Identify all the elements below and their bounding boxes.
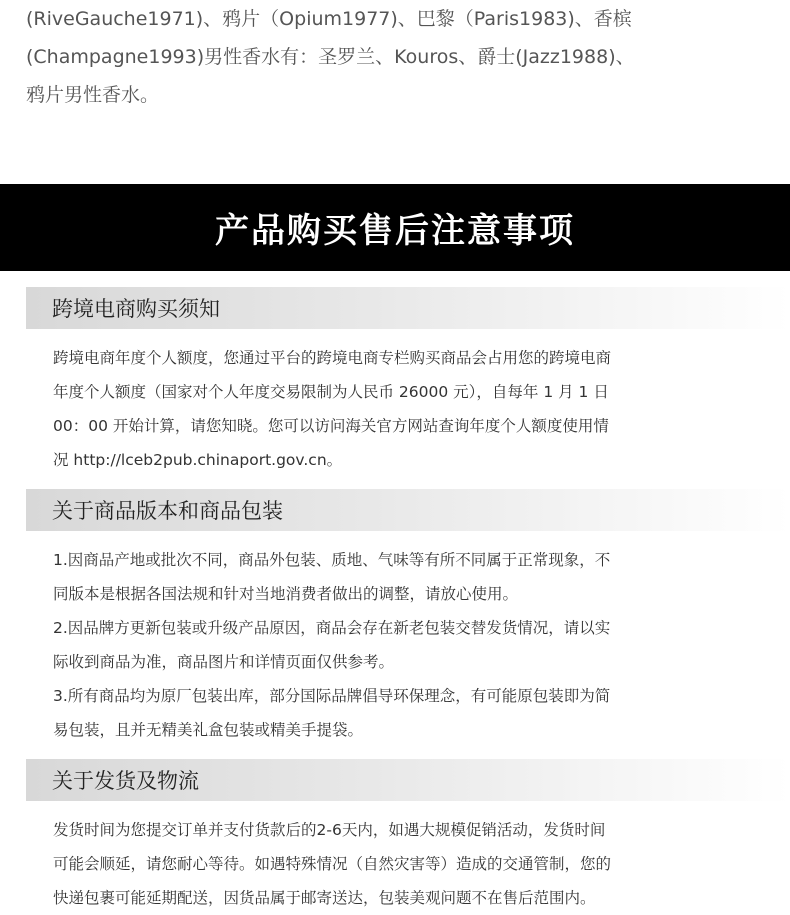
section-title: 跨境电商购买须知 xyxy=(52,297,220,321)
section-header-packaging xyxy=(26,489,790,531)
intro-line: (RiveGauche1971)、鸦片（Opium1977)、巴黎（Paris1983)、香槟 xyxy=(26,8,632,30)
body-line: 发货时间为您提交订单并支付货款后的2-6天内，如遇大规模促销活动，发货时间 xyxy=(53,821,606,839)
body-line: 易包装，且并无精美礼盒包装或精美手提袋。 xyxy=(53,721,364,739)
section-header-cross-border xyxy=(26,287,790,329)
body-line: 00：00 开始计算，请您知晓。您可以访问海关官方网站查询年度个人额度使用情 xyxy=(53,417,609,435)
section-body-packaging xyxy=(53,543,753,747)
notice-banner xyxy=(0,184,790,271)
body-line: 可能会顺延，请您耐心等待。如遇特殊情况（自然灾害等）造成的交通管制，您的 xyxy=(53,855,612,873)
body-line: 1.因商品产地或批次不同，商品外包装、质地、气味等有所不同属于正常现象，不 xyxy=(53,551,611,569)
intro-line: 鸦片男性香水。 xyxy=(26,84,160,106)
banner-title: 产品购买售后注意事项 xyxy=(215,211,575,251)
section-title: 关于商品版本和商品包装 xyxy=(52,499,283,523)
body-line: 3.所有商品均为原厂包装出库，部分国际品牌倡导环保理念，有可能原包装即为简 xyxy=(53,687,611,705)
body-line: 跨境电商年度个人额度，您通过平台的跨境电商专栏购买商品会占用您的跨境电商 xyxy=(53,349,612,367)
body-line: 同版本是根据各国法规和针对当地消费者做出的调整，请放心使用。 xyxy=(53,585,519,603)
body-line: 际收到商品为准，商品图片和详情页面仅供参考。 xyxy=(53,653,395,671)
intro-paragraph xyxy=(26,0,786,114)
body-line: 快递包裹可能延期配送，因货品属于邮寄送达，包装美观问题不在售后范围内。 xyxy=(53,889,596,907)
body-line: 2.因品牌方更新包装或升级产品原因，商品会存在新老包装交替发货情况，请以实 xyxy=(53,619,611,637)
body-line: 年度个人额度（国家对个人年度交易限制为人民币 26000 元），自每年 1 月 1 日 xyxy=(53,383,609,401)
body-line: 况 http://lceb2pub.chinaport.gov.cn。 xyxy=(53,451,343,469)
intro-line: (Champagne1993)男性香水有：圣罗兰、Kouros、爵士(Jazz1988)、 xyxy=(26,46,635,68)
section-body-shipping xyxy=(53,813,753,915)
section-body-cross-border xyxy=(53,341,753,477)
section-header-shipping xyxy=(26,759,790,801)
section-title: 关于发货及物流 xyxy=(52,769,199,793)
